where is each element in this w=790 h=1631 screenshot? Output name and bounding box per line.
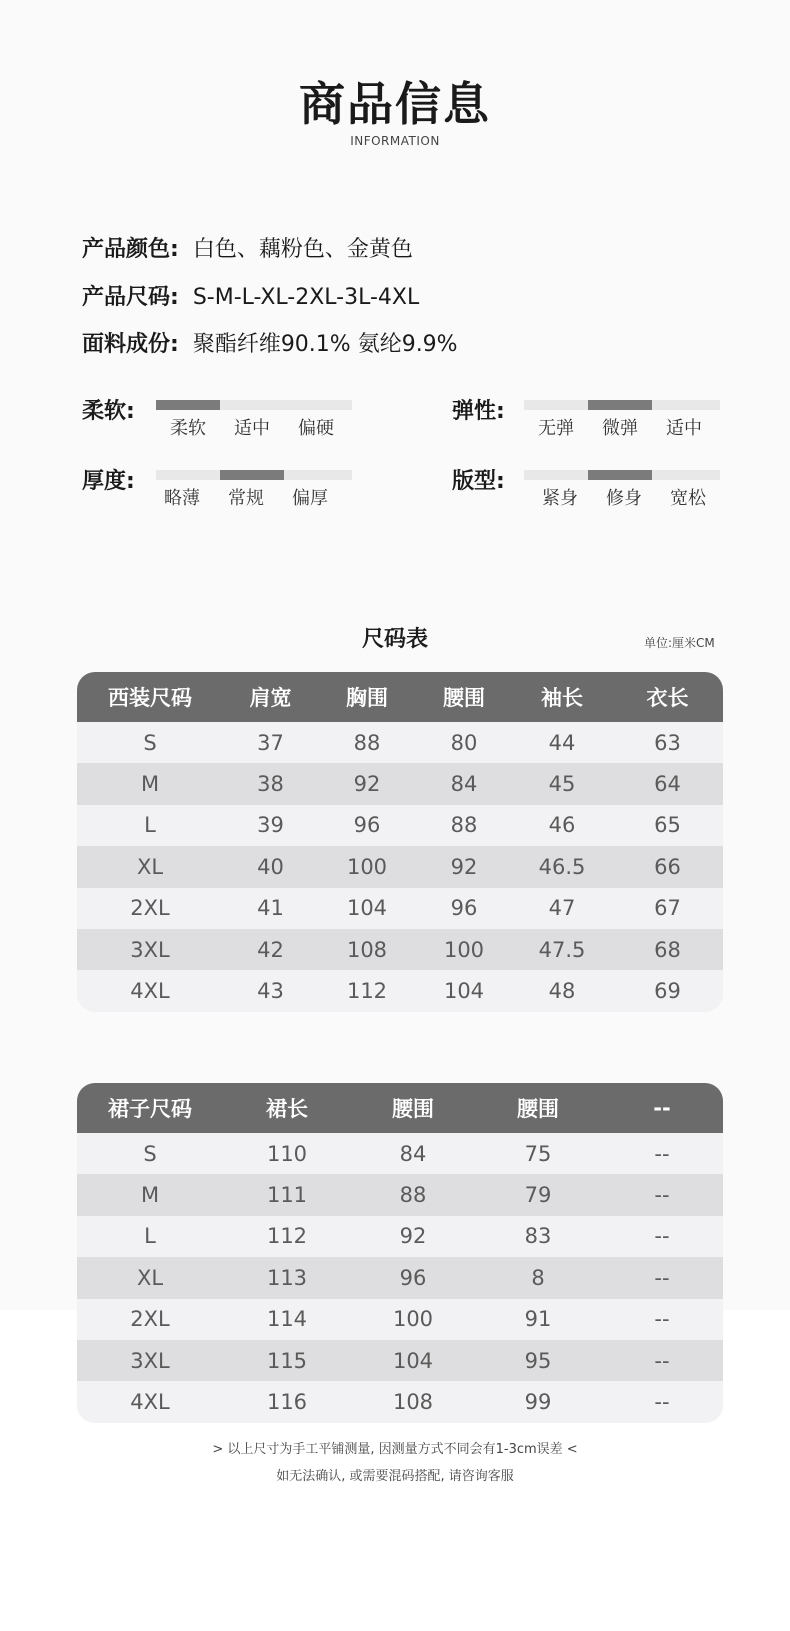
table-cell: 37 [257, 730, 284, 755]
table-cell: M [140, 772, 160, 797]
table-cell: 91 [524, 1307, 552, 1332]
table-cell: 64 [654, 772, 681, 797]
info-label: 产品尺码: [82, 285, 179, 310]
table-cell: 96 [399, 1265, 427, 1290]
table-cell: 92 [450, 854, 478, 879]
table-header-cell: 衣长 [646, 686, 689, 710]
table-cell: -- [654, 1307, 670, 1332]
meter-option: 紧身 [542, 488, 578, 509]
table-cell: 96 [450, 896, 478, 921]
meter-option: 宽松 [670, 488, 706, 509]
table-cell: 68 [654, 937, 681, 962]
meter-indicator [588, 400, 652, 410]
table-cell: 48 [548, 979, 576, 1004]
table-cell: 108 [346, 937, 388, 962]
table-cell: 84 [450, 772, 478, 797]
table-cell: 96 [353, 813, 381, 838]
table-cell: L [144, 813, 156, 838]
table-cell: 104 [443, 979, 485, 1004]
table-cell: 99 [524, 1390, 552, 1415]
table-cell: -- [654, 1224, 670, 1249]
table-row [77, 1257, 723, 1298]
table-cell: 92 [353, 772, 381, 797]
table-cell: 3XL [130, 937, 170, 962]
meter-track [524, 470, 720, 480]
meter-indicator [156, 400, 220, 410]
table-row [77, 970, 723, 1011]
table-cell: S [143, 1141, 157, 1166]
table-cell: 111 [266, 1183, 308, 1208]
table-row [77, 1340, 723, 1381]
table-cell: 104 [392, 1348, 434, 1373]
table-cell: -- [654, 1265, 670, 1290]
table-cell: 2XL [130, 896, 170, 921]
table-cell: L [144, 1224, 156, 1249]
meter-option: 无弹 [538, 418, 574, 439]
meter-track [156, 400, 352, 410]
table-cell: 69 [654, 979, 681, 1004]
table-cell: 108 [392, 1390, 434, 1415]
table-row [77, 1299, 723, 1340]
table-cell: 112 [346, 979, 388, 1004]
table-cell: 67 [654, 896, 681, 921]
table-cell: 79 [524, 1183, 552, 1208]
info-value: 聚酯纤维90.1% 氨纶9.9% [192, 332, 458, 357]
size-chart-unit: 单位:厘米CM [644, 636, 715, 650]
meter-label: 弹性: [452, 399, 505, 424]
table-cell: XL [136, 1265, 164, 1290]
table-header-cell: 裙子尺码 [108, 1097, 192, 1121]
meter-option: 适中 [666, 418, 702, 439]
meter-track [524, 400, 720, 410]
table-cell: 46 [548, 813, 576, 838]
meter-option: 常规 [228, 488, 264, 509]
table-cell: 2XL [130, 1307, 170, 1332]
table-cell: 46.5 [538, 854, 586, 879]
table-cell: 113 [266, 1265, 308, 1290]
table-cell: 63 [654, 730, 681, 755]
table-cell: 44 [548, 730, 576, 755]
table-cell: 95 [524, 1348, 552, 1373]
meter-option: 偏硬 [298, 418, 334, 439]
table-header-cell: 西装尺码 [108, 686, 192, 710]
table-cell: 47 [548, 896, 576, 921]
table-cell: 110 [266, 1141, 308, 1166]
table-row [77, 1174, 723, 1215]
table-cell: M [140, 1183, 160, 1208]
size-chart-title: 尺码表 [361, 627, 428, 652]
table-cell: 47.5 [538, 937, 586, 962]
suit-size-table [77, 672, 723, 1012]
meter-label: 版型: [452, 469, 505, 494]
meter-track [156, 470, 352, 480]
page-title: 商品信息 [299, 77, 491, 131]
meter-elasticity [452, 394, 782, 454]
table-row [77, 722, 723, 763]
info-row-fabric [82, 327, 458, 358]
table-cell: 43 [257, 979, 284, 1004]
table-header-row [77, 1083, 723, 1133]
table-header-row [77, 672, 723, 722]
table-row [77, 763, 723, 804]
measurement-note: > 以上尺寸为手工平铺测量, 因测量方式不同会有1-3cm误差 < [212, 1442, 578, 1457]
meter-option: 适中 [234, 418, 270, 439]
table-cell: 40 [257, 854, 284, 879]
table-cell: 3XL [130, 1348, 170, 1373]
table-header-cell: -- [653, 1096, 671, 1120]
table-cell: 112 [266, 1224, 308, 1249]
table-row [77, 1133, 723, 1174]
meter-option: 略薄 [164, 488, 200, 509]
table-cell: 100 [443, 937, 485, 962]
page-subtitle: INFORMATION [350, 134, 440, 148]
table-cell: 88 [353, 730, 381, 755]
info-value: S-M-L-XL-2XL-3L-4XL [192, 285, 420, 310]
service-note: 如无法确认, 或需要混码搭配, 请咨询客服 [276, 1469, 514, 1484]
table-cell: 75 [524, 1141, 552, 1166]
meter-label: 柔软: [82, 399, 135, 424]
table-cell: 65 [654, 813, 681, 838]
meter-thickness [82, 464, 412, 524]
table-cell: -- [654, 1141, 670, 1166]
table-cell: 8 [531, 1265, 545, 1290]
table-cell: 88 [399, 1183, 427, 1208]
meter-option: 微弹 [602, 418, 638, 439]
table-cell: S [143, 730, 157, 755]
table-cell: 4XL [130, 1390, 170, 1415]
table-cell: -- [654, 1348, 670, 1373]
info-row-size [82, 280, 419, 311]
table-header-cell: 腰围 [392, 1097, 434, 1121]
table-cell: 88 [450, 813, 478, 838]
table-cell: 39 [257, 813, 284, 838]
table-cell: XL [136, 854, 164, 879]
info-row-color [82, 232, 413, 263]
info-value: 白色、藕粉色、金黄色 [192, 237, 413, 262]
table-cell: 4XL [130, 979, 170, 1004]
table-header-cell: 腰围 [443, 686, 485, 710]
skirt-size-table [77, 1083, 723, 1423]
meter-option: 修身 [606, 488, 642, 509]
meter-fit [452, 464, 782, 524]
table-cell: 114 [266, 1307, 308, 1332]
table-cell: 45 [548, 772, 576, 797]
table-cell: 115 [266, 1348, 308, 1373]
table-cell: 66 [654, 854, 681, 879]
info-label: 产品颜色: [82, 237, 179, 262]
table-row [77, 805, 723, 846]
table-cell: 100 [392, 1307, 434, 1332]
table-cell: 80 [450, 730, 478, 755]
table-cell: 83 [524, 1224, 552, 1249]
table-row [77, 929, 723, 970]
table-header-cell: 腰围 [517, 1097, 559, 1121]
meter-option: 柔软 [170, 418, 206, 439]
table-cell: 84 [399, 1141, 427, 1166]
table-row [77, 888, 723, 929]
table-cell: 41 [257, 896, 284, 921]
table-header-cell: 裙长 [266, 1097, 308, 1121]
info-label: 面料成份: [82, 332, 179, 357]
table-header-cell: 袖长 [541, 686, 583, 710]
meter-indicator [588, 470, 652, 480]
meter-label: 厚度: [82, 469, 135, 494]
table-cell: 104 [346, 896, 388, 921]
table-row [77, 846, 723, 887]
table-cell: 100 [346, 854, 388, 879]
meter-option: 偏厚 [292, 488, 328, 509]
meter-indicator [220, 470, 284, 480]
table-row [77, 1216, 723, 1257]
meter-softness [82, 394, 412, 454]
table-cell: 42 [257, 937, 284, 962]
table-cell: 116 [266, 1390, 308, 1415]
table-cell: -- [654, 1183, 670, 1208]
table-cell: 38 [257, 772, 284, 797]
table-header-cell: 胸围 [346, 686, 388, 710]
table-row [77, 1381, 723, 1422]
table-cell: -- [654, 1390, 670, 1415]
table-cell: 92 [399, 1224, 427, 1249]
table-header-cell: 肩宽 [249, 686, 292, 710]
